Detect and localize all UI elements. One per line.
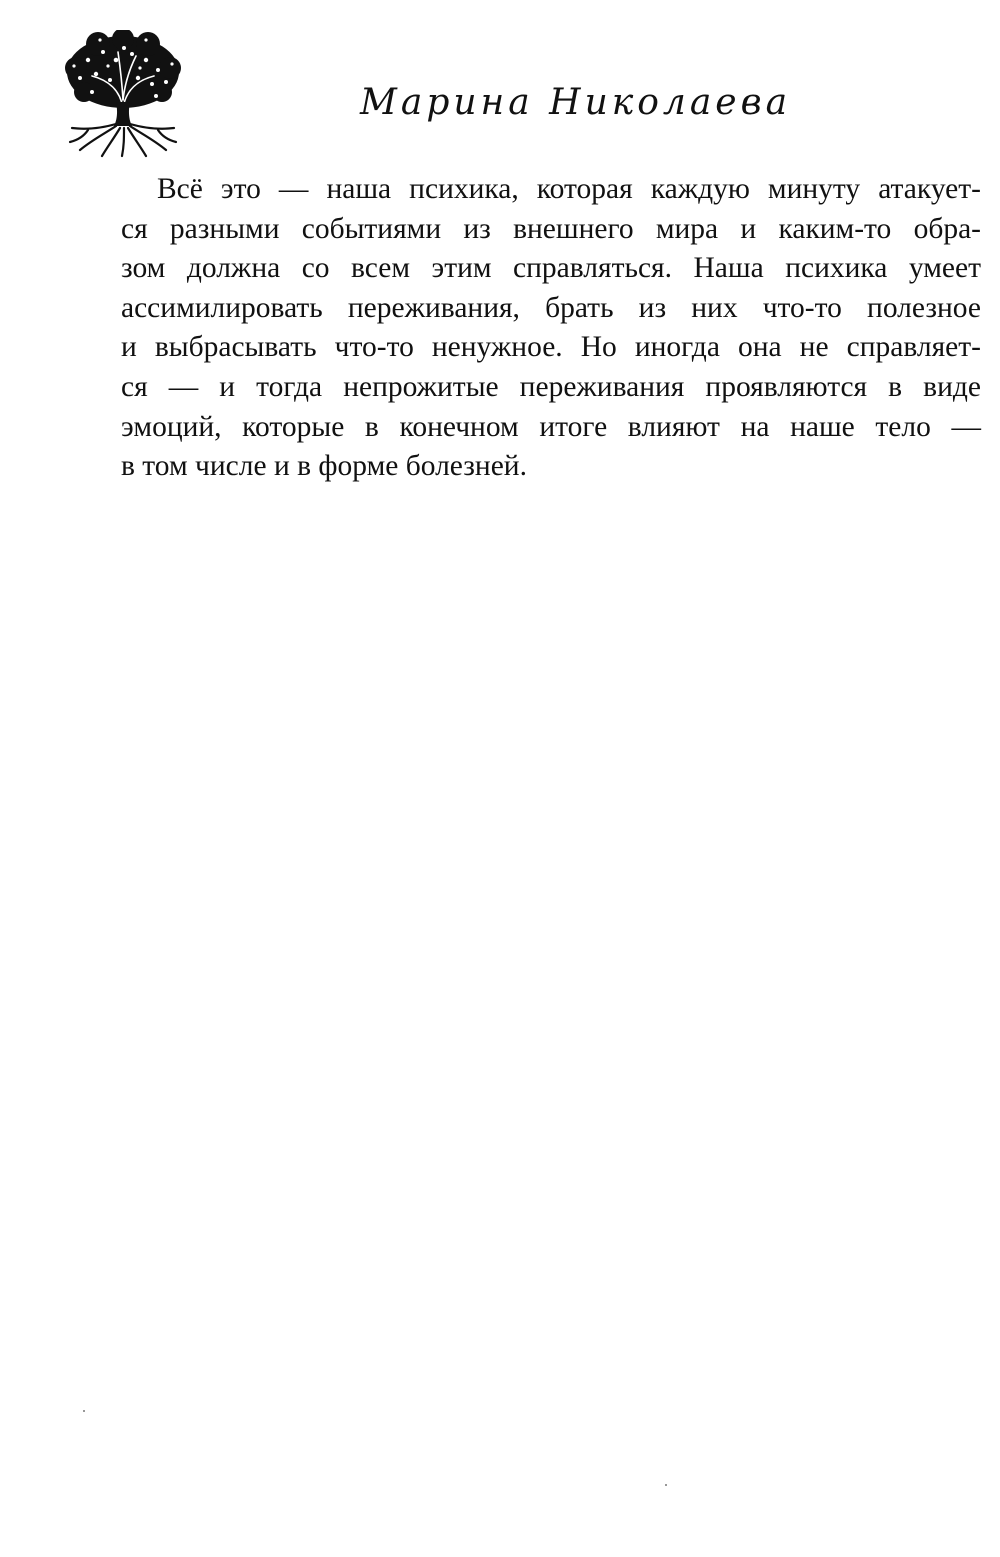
text-line: ся разными событиями из внешнего мира и каким-то обра- (121, 212, 981, 245)
text-line: в том числе и в форме болезней. (121, 450, 527, 483)
text-line: зом должна со всем этим справляться. Наша психика умеет (121, 252, 981, 285)
scan-speck (665, 1484, 667, 1486)
text-line: Всё это — наша психика, которая каждую минуту атакует- (157, 173, 981, 205)
text-line: ассимилировать переживания, брать из них что-то полезное (121, 291, 981, 324)
tree-of-life-icon (58, 30, 188, 158)
body-text (121, 170, 981, 487)
text-line: ся — и тогда непрожитые переживания проявляются в виде (121, 370, 981, 403)
text-line: и выбрасывать что-то ненужное. Но иногда она не справляет- (121, 331, 981, 364)
paragraph (121, 170, 981, 487)
page-header (0, 0, 1000, 170)
text-line: эмоций, которые в конечном итоге влияют на наше тело — (121, 410, 981, 443)
scan-speck (83, 1410, 85, 1412)
running-head-author: Марина Николаева (360, 82, 792, 123)
